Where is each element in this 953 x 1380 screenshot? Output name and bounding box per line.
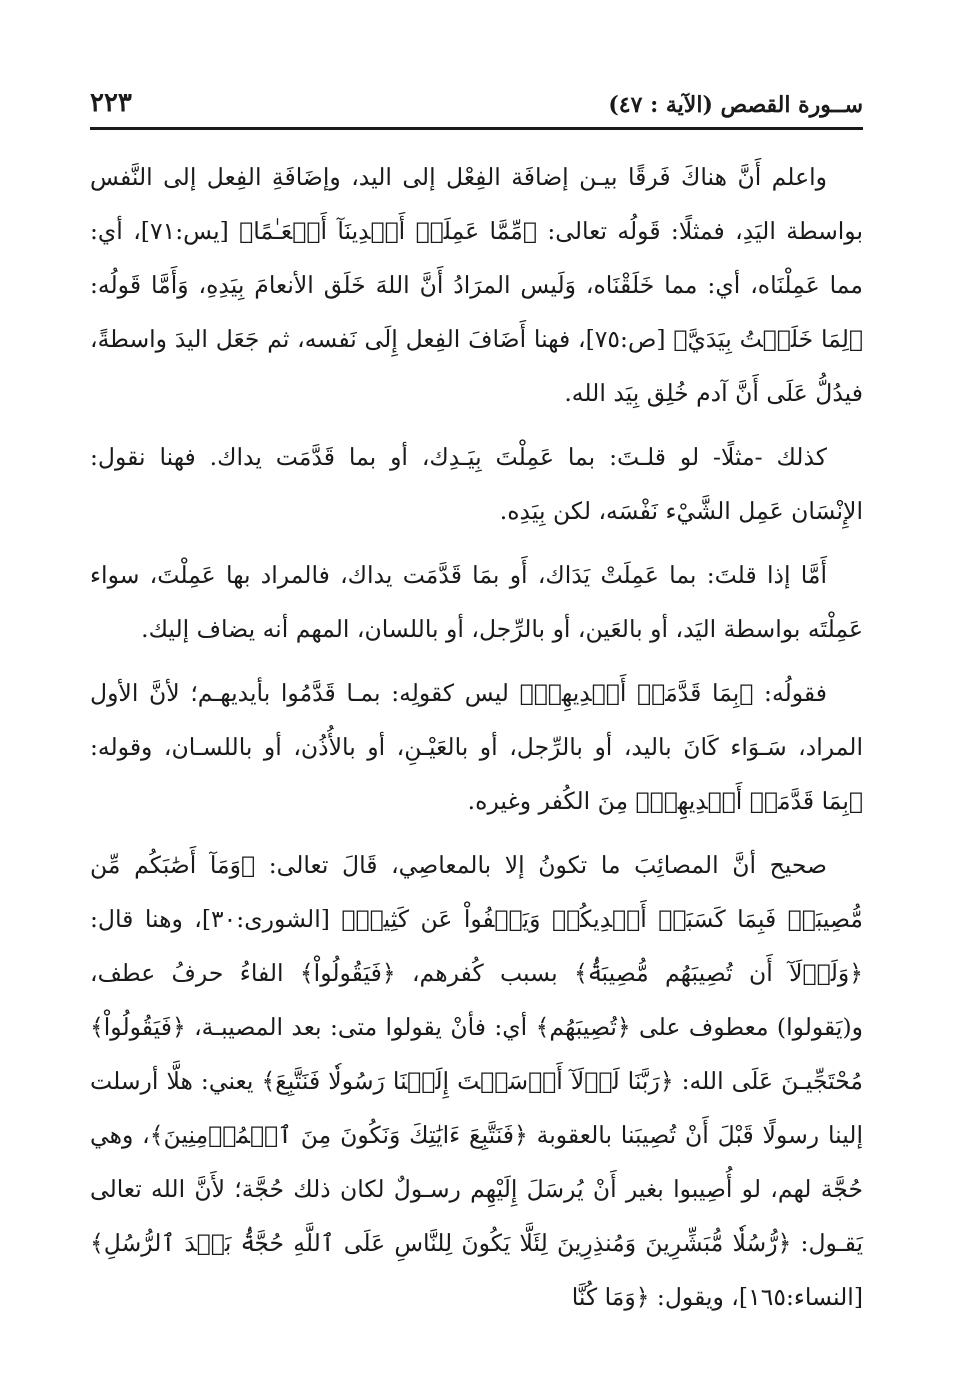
page-header xyxy=(90,88,863,128)
paragraph: صحيح أنَّ المصائِبَ ما تكونُ إلا بالمعاصِي، قَالَ تعالى: ﴿وَمَآ أَصَٰبَكُم مِّن مُّصِيبَةٖ فَبِمَا كَسَبَتۡ أَيۡدِيكُمۡ وَيَعۡفُواْ عَن كَثِيرٖ﴾ [الشورى:٣٠]، وهنا قال: ﴿وَلَوۡلَآ أَن تُصِيبَهُم مُّصِيبَةُۢ﴾ بسبب كُفرهم، ﴿فَيَقُولُواْ﴾ الفاءُ حرفُ عطف، و(يَقولوا) معطوف على ﴿تُصِيبَهُم﴾ أي: فأنْ يقولوا متى: بعد المصيبـة، ﴿فَيَقُولُواْ﴾ مُحْتَجِّيـنَ عَلَى الله: ﴿رَبَّنَا لَوۡلَآ أَرۡسَلۡتَ إِلَيۡنَا رَسُولٗا فَنَتَّبِعَ﴾ يعني: هلَّا أرسلت إلينا رسولًا قَبْلَ أَنْ تُصِيبَنا بالعقوبة ﴿فَنَتَّبِعَ ءَايَٰتِكَ وَنَكُونَ مِنَ ٱلۡمُؤۡمِنِينَ﴾، وهي حُجَّة لهم، لو أُصِيبوا بغير أَنْ يُرسَلَ إِلَيْهِم رسـولٌ لكان ذلك حُجَّة؛ لأَنَّ الله تعالى يَقـول: ﴿رُّسُلٗا مُّبَشِّرِينَ وَمُنذِرِينَ لِئَلَّا يَكُونَ لِلنَّاسِ عَلَى ٱللَّهِ حُجَّةُۢ بَعۡدَ ٱلرُّسُلِ﴾ [النساء:١٦٥]، ويقول: ﴿وَمَا كُنَّا xyxy=(90,851,863,1311)
paragraph: فقولُه: ﴿بِمَا قَدَّمَتۡ أَيۡدِيهِمۡ﴾ ليس كقولِه: بمـا قَدَّمُوا بأيديهـم؛ لأنَّ الأول المراد، سَـوَاء كَانَ باليد، أو بالرِّجل، أو بالعَيْـنِ، أو بالأُذُن، أو باللسـان، وقوله: ﴿بِمَا قَدَّمَتۡ أَيۡدِيهِمۡ﴾ مِنَ الكُفر وغيره. xyxy=(90,679,863,815)
paragraph: كذلك -مثلًا- لو قلـتَ: بما عَمِلْتَ بِيَـدِك، أو بما قَدَّمَت يداك. فهنا نقول: الإِنْسَان عَمِل الشَّيْء نَفْسَه، لكن بِيَدِه. xyxy=(90,443,863,525)
page-number: ٢٢٣ xyxy=(90,88,132,118)
paragraph: أَمَّا إذا قلتَ: بما عَمِلَتْ يَدَاك، أَو بمَا قَدَّمَت يداك، فالمراد بها عَمِلْتَ، سواء عَمِلْتَه بواسطة اليَد، أو بالعَين، أو بالرِّجل، أو باللسان، المهم أنه يضاف إليك. xyxy=(90,561,863,643)
paragraph: واعلم أَنَّ هناكَ فَرقًا بيـن إضافَة الفِعْل إلى اليد، وإضَافَةِ الفِعل إلى النَّفس بواسطة اليَدِ، فمثلًا: قَولُه تعالى: ﴿مِّمَّا عَمِلَتۡ أَيۡدِينَآ أَنۡعَـٰمًا﴾ [يس:٧١]، أي: مما عَمِلْنَاه، أي: مما خَلَقْنَاه، وَلَيس المرَادُ أَنَّ اللهَ خَلَق الأنعامَ بِيَدِهِ، وَأَمَّا قَولُه: ﴿لِمَا خَلَقۡتُ بِيَدَيَّ﴾ [ص:٧٥]، فهنا أَضَافَ الفِعل إِلَى نَفسه، ثم جَعَل اليدَ واسطةً، فيدُلُّ عَلَى أَنَّ آدم خُلِق بِيَد الله. xyxy=(90,163,863,407)
page-body xyxy=(90,150,863,1334)
running-title: ســورة القصص (الآية : ٤٧) xyxy=(608,92,863,118)
header-divider xyxy=(90,127,863,130)
